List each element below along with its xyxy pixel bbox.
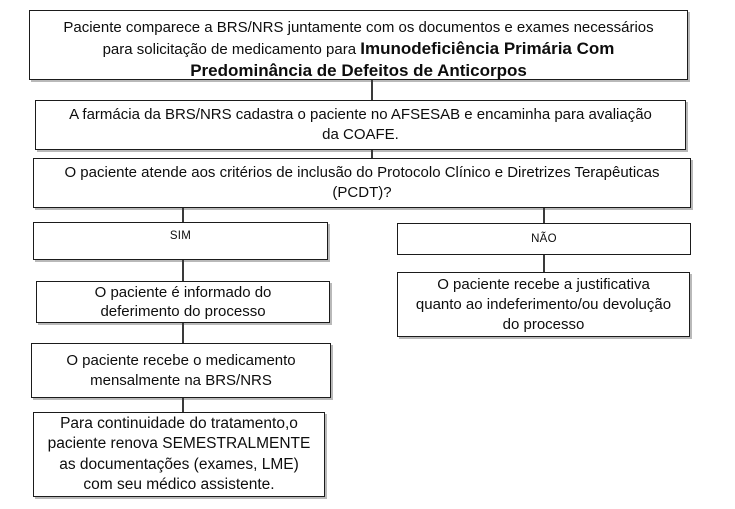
branch-no-label: NÃO bbox=[531, 233, 557, 245]
node-branch-no bbox=[397, 223, 691, 255]
node-renewal-line4: com seu médico assistente. bbox=[83, 476, 275, 493]
node-renewal-line1: Para continuidade do tratamento,o bbox=[60, 414, 298, 432]
node-process-approved bbox=[36, 281, 330, 323]
node-renewal-line3: as documentações (exames, LME) bbox=[59, 455, 299, 473]
node-patient-intake-line2-normal: para solicitação de medicamento para bbox=[102, 41, 361, 58]
connector-intake-to-pharmacy bbox=[371, 80, 373, 100]
node-approved-line1: O paciente é informado do bbox=[94, 284, 272, 301]
node-receives-line2: mensalmente na BRS/NRS bbox=[90, 371, 272, 389]
connector-pharmacy-to-criteria bbox=[371, 150, 373, 158]
connector-no-to-denied bbox=[543, 255, 545, 272]
node-receives-medication bbox=[31, 343, 331, 398]
node-criteria-line1: O paciente atende aos critérios de inclusão do Protocolo Clínico e Diretrizes Terapêuticas bbox=[64, 164, 660, 181]
connector-criteria-to-yes bbox=[182, 208, 184, 222]
node-pharmacy-line1: A farmácia da BRS/NRS cadastra o paciente no AFSESAB e encaminha para avaliação bbox=[69, 106, 652, 123]
node-patient-intake-line1: Paciente comparece a BRS/NRS juntamente com os documentos e exames necessários bbox=[63, 19, 654, 36]
node-process-denied bbox=[397, 272, 690, 337]
node-approved-line2: deferimento do processo bbox=[100, 303, 266, 320]
node-pharmacy-registration bbox=[35, 100, 686, 150]
node-pcdt-criteria-question bbox=[33, 158, 691, 208]
connector-informed-to-receives bbox=[182, 323, 184, 343]
node-patient-intake bbox=[29, 10, 688, 80]
node-renewal-line2: paciente renova SEMESTRALMENTE bbox=[47, 435, 311, 452]
node-patient-intake-line3: Predominância de Defeitos de Anticorpos bbox=[190, 61, 527, 80]
node-branch-yes bbox=[33, 222, 328, 260]
connector-criteria-to-no bbox=[543, 208, 545, 223]
node-denied-line3: do processo bbox=[502, 315, 585, 333]
connector-receives-to-renewal bbox=[182, 398, 184, 412]
node-receives-line1: O paciente recebe o medicamento bbox=[66, 351, 296, 369]
node-denied-line2: quanto ao indeferimento/ou devolução bbox=[415, 295, 672, 313]
node-criteria-line2: (PCDT)? bbox=[332, 184, 392, 201]
node-pharmacy-line2: da COAFE. bbox=[322, 126, 399, 143]
node-treatment-renewal bbox=[33, 412, 325, 497]
node-denied-line1: O paciente recebe a justificativa bbox=[437, 275, 650, 293]
branch-yes-label: SIM bbox=[169, 230, 192, 242]
node-patient-intake-line2-bold: Imunodeficiência Primária Com bbox=[360, 39, 615, 58]
node-patient-intake-line2 bbox=[103, 38, 615, 60]
connector-yes-to-informed bbox=[182, 260, 184, 281]
